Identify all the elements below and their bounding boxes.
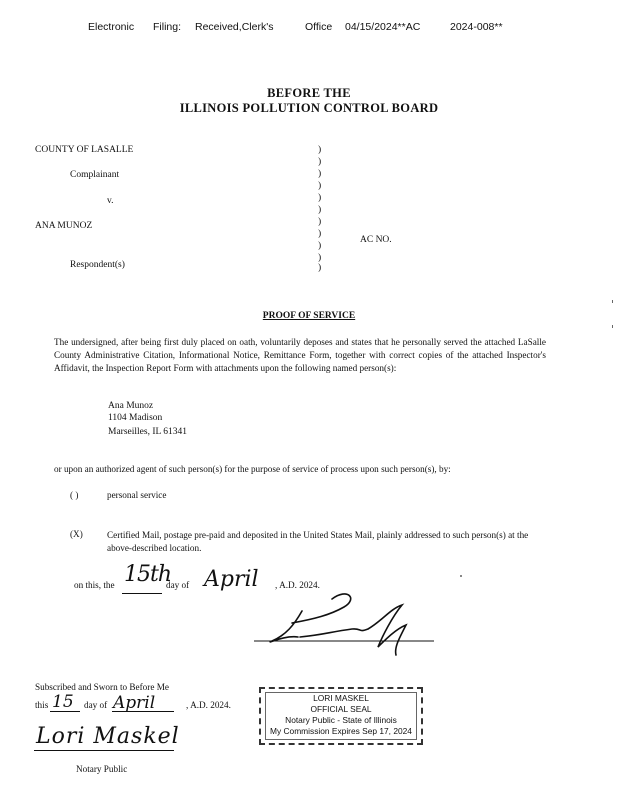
notary-seal-name: LORI MASKEL <box>313 693 369 703</box>
addressee-city: Marseilles, IL 61341 <box>108 427 188 437</box>
paren: ) <box>318 217 322 227</box>
filing-stamp-number: 2024-008** <box>450 21 503 33</box>
option-mail-label: Certified Mail, postage pre-paid and deposited in the United States Mail, plainly addressed to such person(s) at the above-described location. <box>107 530 529 553</box>
scan-speck <box>612 300 613 303</box>
notary-subscribed: Subscribed and Sworn to Before Me <box>35 682 169 692</box>
scan-speck <box>460 575 462 577</box>
execution-on-this: on this, the <box>74 580 115 590</box>
notary-year: , A.D. 2024. <box>186 700 231 710</box>
notary-day-handwritten: 15 <box>52 692 74 712</box>
paren: ) <box>318 241 322 251</box>
notary-signature: Lori Maskel <box>36 724 180 749</box>
paren: ) <box>318 229 322 239</box>
complainant-role: Complainant <box>70 170 120 180</box>
addressee-street: 1104 Madison <box>108 413 163 423</box>
board-title-line2: ILLINOIS POLLUTION CONTROL BOARD <box>179 101 439 115</box>
execution-day-of: day of <box>166 580 190 590</box>
paren: ) <box>318 263 322 273</box>
notary-day-of: day of <box>84 700 108 710</box>
addressee-name: Ana Munoz <box>108 401 154 411</box>
versus-label: v. <box>107 196 114 206</box>
notary-signature-line <box>34 750 174 751</box>
board-title-line1: BEFORE THE <box>267 86 351 100</box>
paren: ) <box>318 205 322 215</box>
notary-seal-state: Notary Public - State of Illinois <box>285 715 397 725</box>
scan-speck <box>612 325 613 328</box>
paren: ) <box>318 253 322 263</box>
notary-month-underline <box>112 711 174 712</box>
filing-stamp-electronic: Electronic <box>88 21 135 33</box>
respondent-role: Respondent(s) <box>70 260 125 270</box>
option-personal-mark: ( ) <box>70 490 79 500</box>
paren: ) <box>318 169 322 179</box>
paren: ) <box>318 193 322 203</box>
respondent-name: ANA MUNOZ <box>35 221 93 231</box>
option-mail-mark: (X) <box>70 529 83 539</box>
service-statement: The undersigned, after being first duly placed on oath, voluntarily deposes and states that he personally served the attached LaSalle County Administrative Citation, Informational Notice, Remittance Form, together with correct copies of the attached Inspector's Affidavit, the Inspection Report Form with attachments upon the following named person(s): <box>54 337 546 374</box>
complainant-name: COUNTY OF LASALLE <box>35 145 134 155</box>
notary-seal <box>259 687 423 745</box>
paren: ) <box>318 145 322 155</box>
agent-clause: or upon an authorized agent of such person(s) for the purpose of service of process upon such person(s), by: <box>54 464 451 474</box>
execution-month-handwritten: April <box>204 567 259 592</box>
paren: ) <box>318 181 322 191</box>
filing-stamp-office: Office <box>305 21 333 33</box>
notary-day-underline <box>50 711 80 712</box>
execution-day-handwritten: 15th <box>124 562 172 587</box>
case-number-label: AC NO. <box>360 235 392 245</box>
filing-stamp-filing: Filing: <box>153 21 182 33</box>
notary-this: this <box>35 700 49 710</box>
execution-day-underline <box>122 593 162 594</box>
notary-month-handwritten: April <box>113 693 156 713</box>
server-signature-icon <box>250 585 440 670</box>
option-personal-label: personal service <box>107 490 167 500</box>
paren: ) <box>318 157 322 167</box>
filing-stamp-date: 04/15/2024**AC <box>345 21 421 33</box>
notary-seal-expires: My Commission Expires Sep 17, 2024 <box>270 726 412 736</box>
filing-stamp-received: Received,Clerk's <box>195 21 274 33</box>
proof-of-service-title: PROOF OF SERVICE <box>262 311 356 321</box>
notary-seal-official: OFFICIAL SEAL <box>310 704 372 714</box>
execution-year: , A.D. 2024. <box>275 580 320 590</box>
notary-public-label: Notary Public <box>76 764 128 774</box>
